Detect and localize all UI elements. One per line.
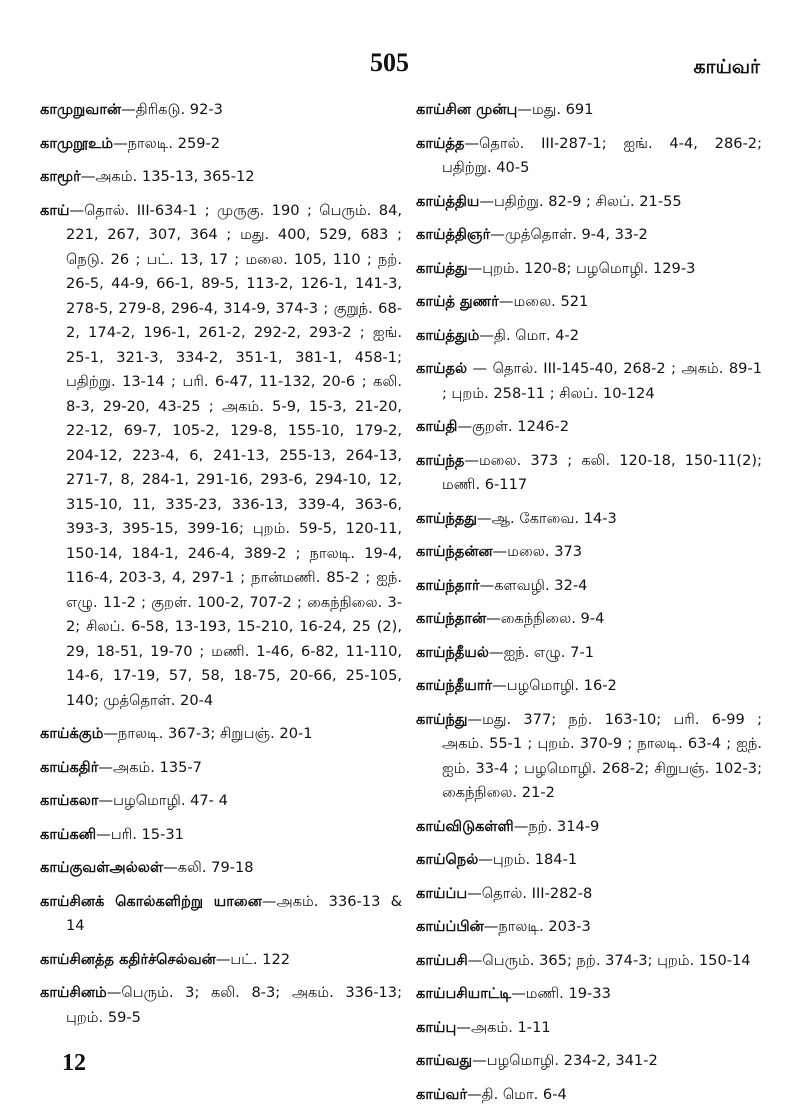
index-entry: [40, 823, 402, 848]
headword: காய்தி: [416, 418, 457, 435]
index-entry: [416, 674, 762, 699]
references: —நாலடி. 367-3; சிறுபஞ். 20-1: [103, 725, 312, 742]
index-entry: [416, 882, 762, 907]
headword: காய்த்து: [416, 260, 468, 277]
headword: காய்ந்தீயல்: [416, 644, 489, 661]
references: —நாலடி. 259-2: [113, 135, 220, 152]
references: —மது. 377; நற். 163-10; பரி. 6-99 ; அகம். 55-1 ; புறம். 370-9 ; நாலடி. 63-4 ; ஐந். ஐம். 33-4 ; பழமொழி. 268-2; சிறுபஞ். 102-3; கைந்நிலை. 21-2: [442, 711, 762, 802]
headword: காய்குவள்அல்லள்: [40, 859, 163, 876]
index-entry: [416, 223, 762, 248]
index-entry: [416, 949, 762, 974]
references: —அகம். 336-13 & 14: [66, 893, 402, 935]
index-entry: [40, 981, 402, 1030]
index-entry: [416, 132, 762, 181]
references: —பெரும். 365; நற். 374-3; புறம். 150-14: [468, 952, 751, 969]
headword: காய்ந்தது: [416, 510, 477, 527]
headword: காய்வர்: [416, 1086, 467, 1103]
references: —நாலடி. 203-3: [484, 918, 591, 935]
index-entry: [416, 815, 762, 840]
headword: காய்த்திய: [416, 193, 479, 210]
index-entry: [40, 948, 402, 973]
headword: காய்கலா: [40, 792, 99, 809]
headword: காய்ந்து: [416, 711, 468, 728]
index-entry: [416, 982, 762, 1007]
headword: காய்பசி: [416, 952, 468, 969]
references: —மது. 691: [517, 101, 593, 118]
headword: காய்க்கும்: [40, 725, 103, 742]
index-entry: [416, 415, 762, 440]
index-entry: [416, 324, 762, 349]
page-number: 505: [370, 48, 409, 78]
references: —தி. மொ. 6-4: [467, 1086, 567, 1103]
running-head: காய்வர்: [694, 56, 760, 81]
references: —தொல். III-287-1; ஐங். 4-4, 286-2; பதிற்று. 40-5: [442, 135, 762, 177]
references: —ஐந். எழு. 7-1: [489, 644, 594, 661]
headword: காமுறுவான்: [40, 101, 121, 118]
index-entry: [40, 856, 402, 881]
index-entry: [416, 507, 762, 532]
index-entry: [40, 199, 402, 714]
references: —மலை. 521: [499, 293, 588, 310]
headword: காய்ந்தார்: [416, 577, 480, 594]
references: —பரி. 15-31: [96, 826, 184, 843]
headword: காய்த்தும்: [416, 327, 479, 344]
references: —தி. மொ. 4-2: [479, 327, 579, 344]
left-column: [40, 98, 402, 1030]
headword: காய்சினம்: [40, 984, 107, 1001]
headword: காய்சின முன்பு: [416, 101, 517, 118]
right-column: [416, 98, 762, 1107]
index-entry: [40, 789, 402, 814]
references: —நற். 314-9: [514, 818, 600, 835]
index-entry: [416, 190, 762, 215]
index-entry: [416, 98, 762, 123]
references: —தொல். III-282-8: [467, 885, 592, 902]
headword: காய்சினத்த கதிர்ச்செல்வன்: [40, 951, 216, 968]
references: —கலி. 79-18: [163, 859, 253, 876]
index-entry: [416, 641, 762, 666]
index-entry: [40, 890, 402, 939]
references: —அகம். 135-13, 365-12: [81, 168, 255, 185]
headword: காய்தல்: [416, 360, 467, 377]
index-entry: [416, 540, 762, 565]
references: —ஆ. கோவை. 14-3: [477, 510, 617, 527]
headword: காய்விடுகள்ளி: [416, 818, 514, 835]
references: —முத்தொள். 9-4, 33-2: [490, 226, 647, 243]
index-entry: [40, 722, 402, 747]
references: —பெரும். 3; கலி. 8-3; அகம். 336-13; புறம். 59-5: [66, 984, 402, 1026]
index-entry: [40, 98, 402, 123]
references: —புறம். 120-8; பழமொழி. 129-3: [468, 260, 696, 277]
references: — தொல். III-145-40, 268-2 ; அகம். 89-1 ; புறம். 258-11 ; சிலப். 10-124: [442, 360, 762, 402]
index-entry: [416, 290, 762, 315]
references: —மலை. 373 ; கலி. 120-18, 150-11(2); மணி. 6-117: [442, 452, 762, 494]
index-entry: [40, 756, 402, 781]
headword: காய்சினக் கொல்களிற்று யானை: [40, 893, 262, 910]
headword: காய்ப்பின்: [416, 918, 484, 935]
references: —தொல். III-634-1 ; முருகு. 190 ; பெரும். 84, 221, 267, 307, 364 ; மது. 400, 529, 683 ; நெடு. 26 ; பட். 13, 17 ; மலை. 105, 110 ; நற். 26-5, 44-9, 66-1, 89-5, 113-2, 126-1, 141-3, 278-5, 279-8, 296-4, 314-9, 374-3 ; குறுந். 68-2, 174-2, 196-1, 261-2, 292-2, 293-2 ; ஐங். 25-1, 321-3, 334-2, 351-1, 381-1, 458-1; பதிற்று. 13-14 ; பரி. 6-47, 11-132, 20-6 ; கலி. 8-3, 29-20, 43-25 ; அகம். 5-9, 15-3, 21-20, 22-12, 69-7, 105-2, 129-8, 155-10, 179-2, 204-12, 223-4, 6, 241-13, 255-13, 264-13, 271-7, 8, 284-1, 291-16, 293-6, 294-10, 12, 315-10, 11, 335-23, 336-13, 339-4, 363-6, 393-3, 395-15, 399-16; புறம். 59-5, 120-11, 150-14, 184-1, 246-4, 389-2 ; நாலடி. 19-4, 116-4, 203-3, 4, 297-1 ; நான்மணி. 85-2 ; ஐந். எழு. 11-2 ; குறள். 100-2, 707-2 ; கைந்நிலை. 3-2; சிலப். 6-58, 13-193, 15-210, 16-24, 25 (2), 29, 18-51, 19-70 ; மணி. 1-46, 6-82, 11-110, 14-6, 17-19, 57, 58, 18-75, 20-66, 25-105, 140; முத்தொள். 20-4: [66, 202, 402, 709]
references: —பழமொழி. 16-2: [492, 677, 617, 694]
references: —குறள். 1246-2: [457, 418, 569, 435]
references: —பதிற்று. 82-9 ; சிலப். 21-55: [479, 193, 681, 210]
index-entry: [40, 165, 402, 190]
references: —களவழி. 32-4: [480, 577, 588, 594]
index-entry: [416, 708, 762, 806]
index-entry: [416, 915, 762, 940]
references: —புறம். 184-1: [478, 851, 577, 868]
references: —கைந்நிலை. 9-4: [486, 610, 604, 627]
index-entry: [416, 848, 762, 873]
index-entry: [416, 574, 762, 599]
headword: காய்த்திஞர்: [416, 226, 490, 243]
index-entry: [416, 1016, 762, 1041]
headword: காய்பசியாட்டி: [416, 985, 511, 1002]
headword: காய்பு: [416, 1019, 456, 1036]
headword: காமுறூஉம்: [40, 135, 113, 152]
index-entry: [416, 1083, 762, 1107]
references: —பழமொழி. 47- 4: [99, 792, 228, 809]
headword: காய்நெல்: [416, 851, 478, 868]
index-entry: [416, 257, 762, 282]
headword: காய்: [40, 202, 69, 219]
headword: காய்த் துணர்: [416, 293, 499, 310]
headword: காய்வது: [416, 1052, 472, 1069]
index-entry: [416, 449, 762, 498]
headword: காய்ந்தீயார்: [416, 677, 492, 694]
references: —பழமொழி. 234-2, 341-2: [472, 1052, 658, 1069]
headword: காய்ந்த: [416, 452, 464, 469]
headword: காய்த்த: [416, 135, 464, 152]
headword: காமூர்: [40, 168, 81, 185]
headword: காய்ப்ப: [416, 885, 467, 902]
references: —மணி. 19-33: [511, 985, 611, 1002]
references: —பட். 122: [216, 951, 290, 968]
headword: காய்கதிர்: [40, 759, 98, 776]
references: —அகம். 1-11: [456, 1019, 550, 1036]
references: —மலை. 373: [493, 543, 582, 560]
signature-number: 12: [62, 1050, 86, 1077]
index-entry: [416, 607, 762, 632]
index-entry: [40, 132, 402, 157]
headword: காய்ந்தான்: [416, 610, 486, 627]
headword: காய்ந்தன்ன: [416, 543, 493, 560]
index-entry: [416, 357, 762, 406]
references: —திரிகடு. 92-3: [121, 101, 223, 118]
index-entry: [416, 1049, 762, 1074]
references: —அகம். 135-7: [98, 759, 202, 776]
headword: காய்கனி: [40, 826, 96, 843]
